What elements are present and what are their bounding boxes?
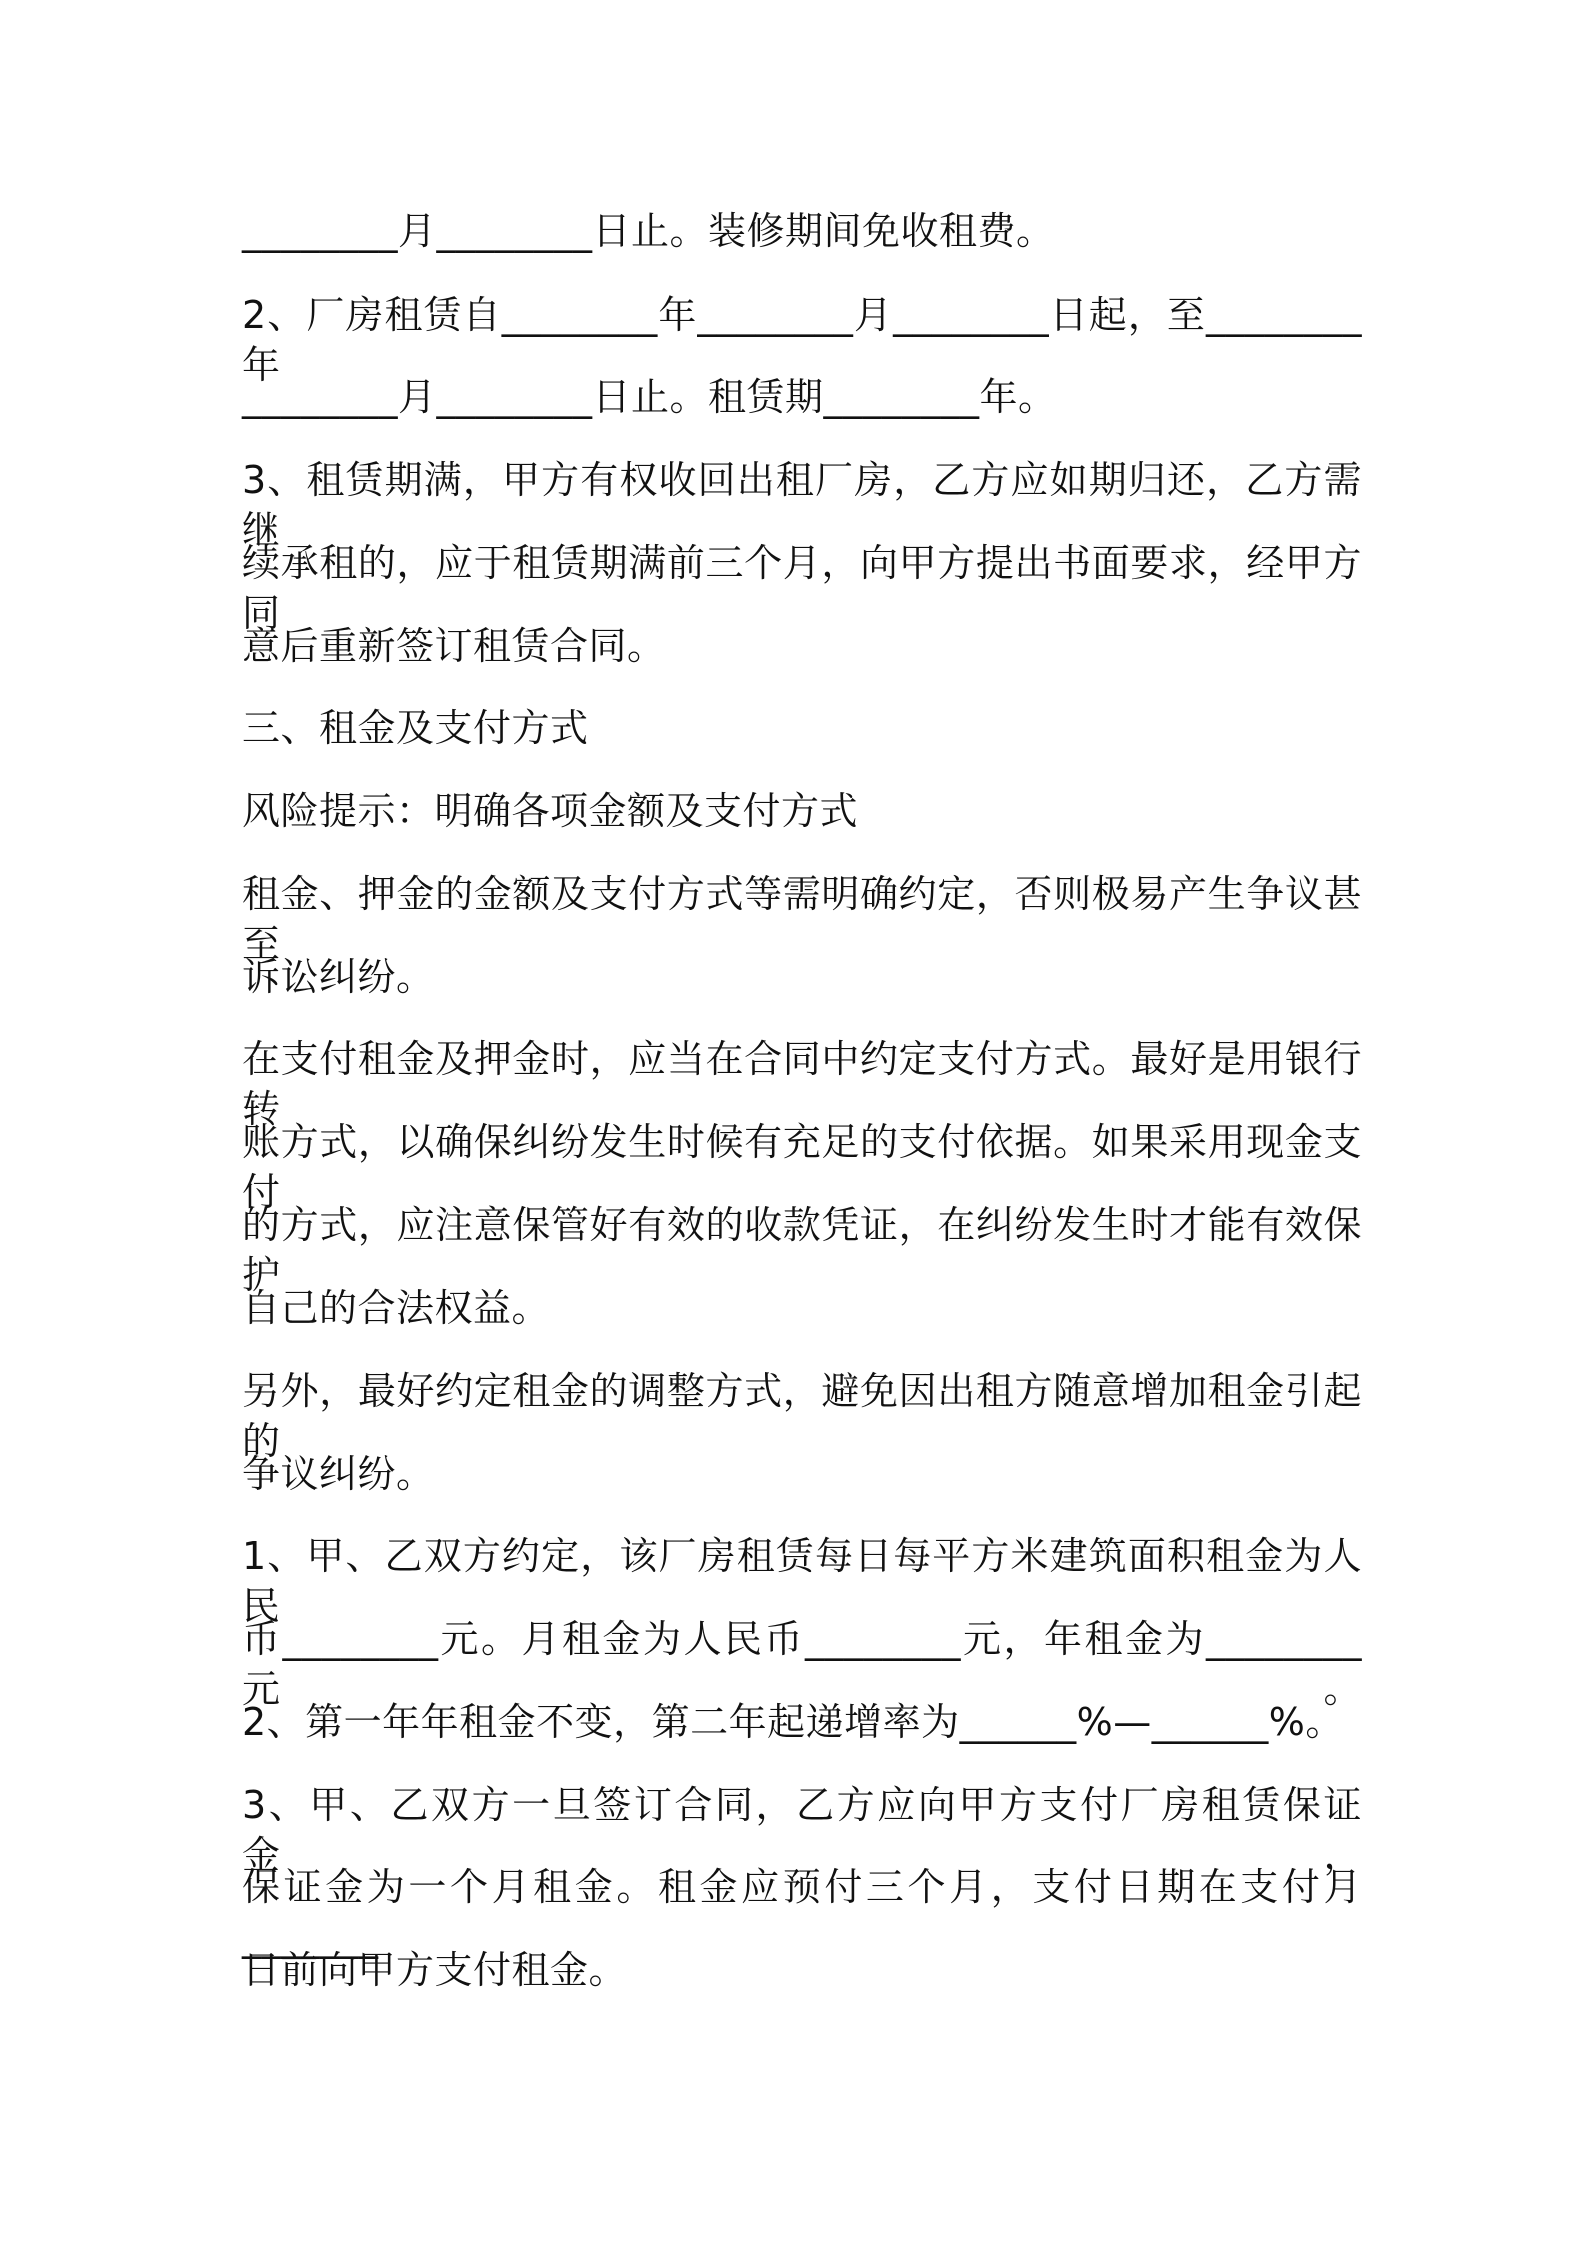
text-line: 意后重新签订租赁合同。 [242, 624, 666, 668]
text-line: ________月________日止。租赁期________年。 [242, 375, 1057, 419]
text-line: 账方式，以确保纠纷发生时候有充足的支付依据。如果采用现金支付 [242, 1120, 1362, 1214]
text-line: 1、甲、乙双方约定，该厂房租赁每日每平方米建筑面积租金为人民 [242, 1534, 1362, 1628]
text-line: 续承租的，应于租赁期满前三个月，向甲方提出书面要求，经甲方同 [242, 541, 1362, 635]
text-line: 3、甲、乙双方一旦签订合同，乙方应向甲方支付厂房租赁保证金， [242, 1783, 1362, 1877]
text-line: 在支付租金及押金时，应当在合同中约定支付方式。最好是用银行转 [242, 1037, 1362, 1131]
section-heading: 三、租金及支付方式 [242, 706, 589, 750]
text-line: 的方式，应注意保管好有效的收款凭证，在纠纷发生时才能有效保护 [242, 1203, 1362, 1297]
text-line: 日前向甲方支付租金。 [242, 1948, 628, 1992]
text-line: 2、厂房租赁自________年________月________日起，至________年 [242, 293, 1362, 387]
text-line: 另外，最好约定租金的调整方式，避免因出租方随意增加租金引起的 [242, 1369, 1362, 1463]
text-line: 租金、押金的金额及支付方式等需明确约定，否则极易产生争议甚至 [242, 872, 1362, 966]
text-line: 自己的合法权益。 [242, 1286, 551, 1330]
text-line: 币________元。月租金为人民币________元，年租金为________元。 [242, 1617, 1362, 1711]
text-line: 争议纠纷。 [242, 1452, 435, 1496]
text-line: 保证金为一个月租金。租金应预付三个月，支付日期在支付月_______ [242, 1865, 1362, 1959]
risk-tip: 风险提示：明确各项金额及支付方式 [242, 789, 859, 833]
text-line: 诉讼纠纷。 [242, 955, 435, 999]
text-line: 3、租赁期满，甲方有权收回出租厂房，乙方应如期归还，乙方需继 [242, 458, 1362, 552]
text-line: ________月________日止。装修期间免收租费。 [242, 209, 1055, 253]
text-line: 2、第一年年租金不变，第二年起递增率为______%—______%。 [242, 1700, 1344, 1744]
